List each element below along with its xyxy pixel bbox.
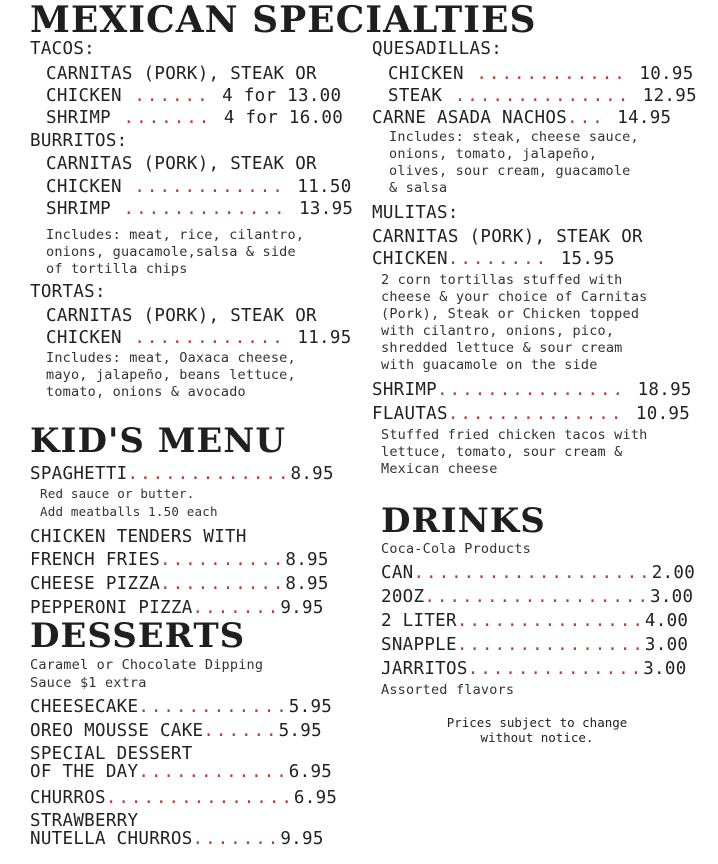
item-label: 2 LITER bbox=[381, 611, 457, 631]
item-label: CHEESECAKE bbox=[30, 697, 139, 717]
burritos-line1: CARNITAS (PORK), STEAK OR bbox=[46, 154, 317, 174]
leader-dots: ........ bbox=[447, 249, 561, 269]
item-label: CAN bbox=[381, 563, 414, 583]
special-line1: SPECIAL DESSERT bbox=[30, 744, 193, 764]
item-label: SHRIMP bbox=[46, 108, 112, 128]
item-label: CARNE ASADA NACHOS bbox=[372, 108, 568, 128]
item-price: 6.95 bbox=[293, 788, 338, 808]
burritos-chicken bbox=[46, 177, 352, 197]
can-item bbox=[381, 563, 695, 583]
item-label: OREO MOUSSE CAKE bbox=[30, 721, 204, 741]
desserts-note-2: Sauce $1 extra bbox=[30, 675, 147, 691]
item-label: JARRITOS bbox=[381, 659, 468, 679]
item-label: CHICKEN bbox=[46, 177, 122, 197]
item-price: 8.95 bbox=[290, 464, 334, 484]
leader-dots: ............... bbox=[456, 611, 645, 631]
item-price: 18.95 bbox=[637, 380, 692, 400]
tenders-item bbox=[30, 550, 329, 570]
leader-dots: .............. bbox=[447, 404, 636, 424]
mulitas-desc-6: with guacamole on the side bbox=[381, 357, 598, 373]
burritos-header: BURRITOS: bbox=[30, 131, 128, 151]
item-label: CHICKEN bbox=[388, 64, 464, 84]
mulitas-desc-1: 2 corn tortillas stuffed with bbox=[381, 272, 623, 288]
quesadillas-header: QUESADILLAS: bbox=[372, 39, 503, 59]
item-label: NUTELLA CHURROS bbox=[30, 829, 193, 849]
carne-asada-desc-4: & salsa bbox=[389, 180, 448, 196]
item-price: 15.95 bbox=[560, 249, 615, 269]
item-price: 9.95 bbox=[280, 829, 324, 849]
burritos-desc-3: of tortilla chips bbox=[46, 261, 188, 277]
spaghetti-item bbox=[30, 464, 334, 484]
2-liter-item bbox=[381, 611, 688, 631]
pepperoni-pizza-item bbox=[30, 598, 324, 618]
special-item bbox=[30, 762, 332, 782]
tortas-chicken bbox=[46, 328, 352, 348]
item-price: 14.95 bbox=[617, 108, 672, 128]
burritos-desc-2: onions, guacamole,salsa & side bbox=[46, 244, 296, 260]
mulitas-desc-5: shredded lettuce & sour cream bbox=[381, 340, 623, 356]
desserts-title: DESSERTS bbox=[30, 616, 246, 656]
carne-asada-desc-1: Includes: steak, cheese sauce, bbox=[389, 129, 639, 145]
item-label: FRENCH FRIES bbox=[30, 550, 161, 570]
item-label: CHICKEN bbox=[46, 86, 122, 106]
item-label: SHRIMP bbox=[46, 199, 112, 219]
item-label: CHICKEN bbox=[46, 328, 122, 348]
leader-dots: ... bbox=[567, 108, 618, 128]
mulitas-header: MULITAS: bbox=[372, 203, 459, 223]
leader-dots: ............ bbox=[121, 328, 298, 348]
item-price: 4.00 bbox=[644, 611, 689, 631]
item-price: 5.95 bbox=[288, 697, 333, 717]
leader-dots: .............. bbox=[467, 659, 644, 679]
item-label: 20OZ bbox=[381, 587, 425, 607]
carne-asada-desc-2: onions, tomato, jalapeño, bbox=[389, 146, 598, 162]
item-price: 3.00 bbox=[644, 635, 689, 655]
leader-dots: ............... bbox=[456, 635, 645, 655]
quesadillas-steak bbox=[388, 86, 697, 106]
mulitas-chicken bbox=[372, 249, 615, 269]
jarritos-note: Assorted flavors bbox=[381, 682, 515, 698]
tacos-line1: CARNITAS (PORK), STEAK OR bbox=[46, 64, 317, 84]
leader-dots: ............... bbox=[105, 788, 294, 808]
item-price: 3.00 bbox=[650, 587, 694, 607]
burritos-desc-1: Includes: meat, rice, cilantro, bbox=[46, 227, 305, 243]
carne-asada-item bbox=[372, 108, 671, 128]
leader-dots: ...... bbox=[121, 86, 223, 106]
20oz-item bbox=[381, 587, 693, 607]
mulitas-line1: CARNITAS (PORK), STEAK OR bbox=[372, 227, 643, 247]
leader-dots: ...... bbox=[203, 721, 279, 741]
item-price: 4 for 13.00 bbox=[222, 86, 342, 106]
kids-menu-title: KID'S MENU bbox=[30, 421, 287, 461]
item-price: 6.95 bbox=[288, 762, 333, 782]
flautas-desc-2: lettuce, tomato, sour cream & bbox=[381, 444, 623, 460]
item-price: 11.95 bbox=[297, 328, 352, 348]
leader-dots: ............ bbox=[138, 762, 289, 782]
quesadillas-chicken bbox=[388, 64, 694, 84]
item-label: OF THE DAY bbox=[30, 762, 139, 782]
item-label: PEPPERONI PIZZA bbox=[30, 598, 193, 618]
tortas-desc-1: Includes: meat, Oaxaca cheese, bbox=[46, 350, 296, 366]
item-price: 13.95 bbox=[299, 199, 354, 219]
item-price: 10.95 bbox=[639, 64, 694, 84]
cheese-pizza-item bbox=[30, 574, 329, 594]
item-price: 9.95 bbox=[280, 598, 324, 618]
mexican-specialties-title: MEXICAN SPECIALTIES bbox=[30, 0, 537, 41]
leader-dots: .......... bbox=[160, 550, 286, 570]
spaghetti-desc-1: Red sauce or butter. bbox=[40, 486, 195, 501]
tortas-desc-3: tomato, onions & avocado bbox=[46, 384, 246, 400]
item-label: FLAUTAS bbox=[372, 404, 448, 424]
jarritos-item bbox=[381, 659, 687, 679]
leader-dots: ................... bbox=[413, 563, 652, 583]
desserts-note-1: Caramel or Chocolate Dipping bbox=[30, 657, 264, 673]
churros-item bbox=[30, 788, 337, 808]
item-label: CHURROS bbox=[30, 788, 106, 808]
item-label: STEAK bbox=[388, 86, 443, 106]
leader-dots: ............. bbox=[111, 199, 300, 219]
flautas-desc-1: Stuffed fried chicken tacos with bbox=[381, 427, 648, 443]
drinks-subtitle: Coca-Cola Products bbox=[381, 541, 531, 557]
snapple-item bbox=[381, 635, 688, 655]
leader-dots: ............ bbox=[121, 177, 298, 197]
nutella-line1: STRAWBERRY bbox=[30, 811, 139, 831]
item-label: SHRIMP bbox=[372, 380, 438, 400]
leader-dots: ....... bbox=[192, 829, 281, 849]
carne-asada-desc-3: olives, sour cream, guacamole bbox=[389, 163, 631, 179]
item-price: 2.00 bbox=[651, 563, 696, 583]
price-disclaimer-2: without notice. bbox=[480, 730, 594, 745]
item-price: 4 for 16.00 bbox=[223, 108, 344, 128]
tenders-line1: CHICKEN TENDERS WITH bbox=[30, 527, 247, 547]
item-label: CHEESE PIZZA bbox=[30, 574, 161, 594]
leader-dots: .......... bbox=[160, 574, 286, 594]
tacos-chicken bbox=[46, 86, 341, 106]
tortas-line1: CARNITAS (PORK), STEAK OR bbox=[46, 306, 317, 326]
oreo-item bbox=[30, 721, 322, 741]
tortas-desc-2: mayo, jalapeño, beans lettuce, bbox=[46, 367, 296, 383]
spaghetti-desc-2: Add meatballs 1.50 each bbox=[40, 504, 218, 519]
item-price: 8.95 bbox=[285, 574, 329, 594]
item-price: 3.00 bbox=[643, 659, 687, 679]
mulitas-desc-3: (Pork), Steak or Chicken topped bbox=[381, 306, 640, 322]
flautas-desc-3: Mexican cheese bbox=[381, 461, 498, 477]
item-label: SPAGHETTI bbox=[30, 464, 128, 484]
cheesecake-item bbox=[30, 697, 332, 717]
leader-dots: .................. bbox=[424, 587, 650, 607]
leader-dots: ....... bbox=[192, 598, 281, 618]
leader-dots: .............. bbox=[442, 86, 643, 106]
item-label: CHICKEN bbox=[372, 249, 448, 269]
price-disclaimer-1: Prices subject to change bbox=[446, 715, 628, 730]
tacos-shrimp bbox=[46, 108, 343, 128]
mulitas-desc-2: cheese & your choice of Carnitas bbox=[381, 289, 648, 305]
drinks-title: DRINKS bbox=[381, 501, 546, 541]
leader-dots: ............... bbox=[437, 380, 638, 400]
item-price: 10.95 bbox=[635, 404, 691, 424]
flautas-item bbox=[372, 404, 690, 424]
leader-dots: ............ bbox=[138, 697, 289, 717]
tacos-header: TACOS: bbox=[30, 39, 96, 59]
item-label: SNAPPLE bbox=[381, 635, 457, 655]
item-price: 12.95 bbox=[642, 86, 697, 106]
tortas-header: TORTAS: bbox=[30, 282, 106, 302]
burritos-shrimp bbox=[46, 199, 353, 219]
leader-dots: ............. bbox=[127, 464, 291, 484]
nutella-item bbox=[30, 829, 324, 849]
item-price: 11.50 bbox=[297, 177, 352, 197]
mulitas-shrimp bbox=[372, 380, 692, 400]
item-price: 8.95 bbox=[285, 550, 329, 570]
mulitas-desc-4: with cilantro, onions, pico, bbox=[381, 323, 615, 339]
leader-dots: ............ bbox=[463, 64, 640, 84]
leader-dots: ....... bbox=[111, 108, 224, 128]
item-price: 5.95 bbox=[278, 721, 322, 741]
